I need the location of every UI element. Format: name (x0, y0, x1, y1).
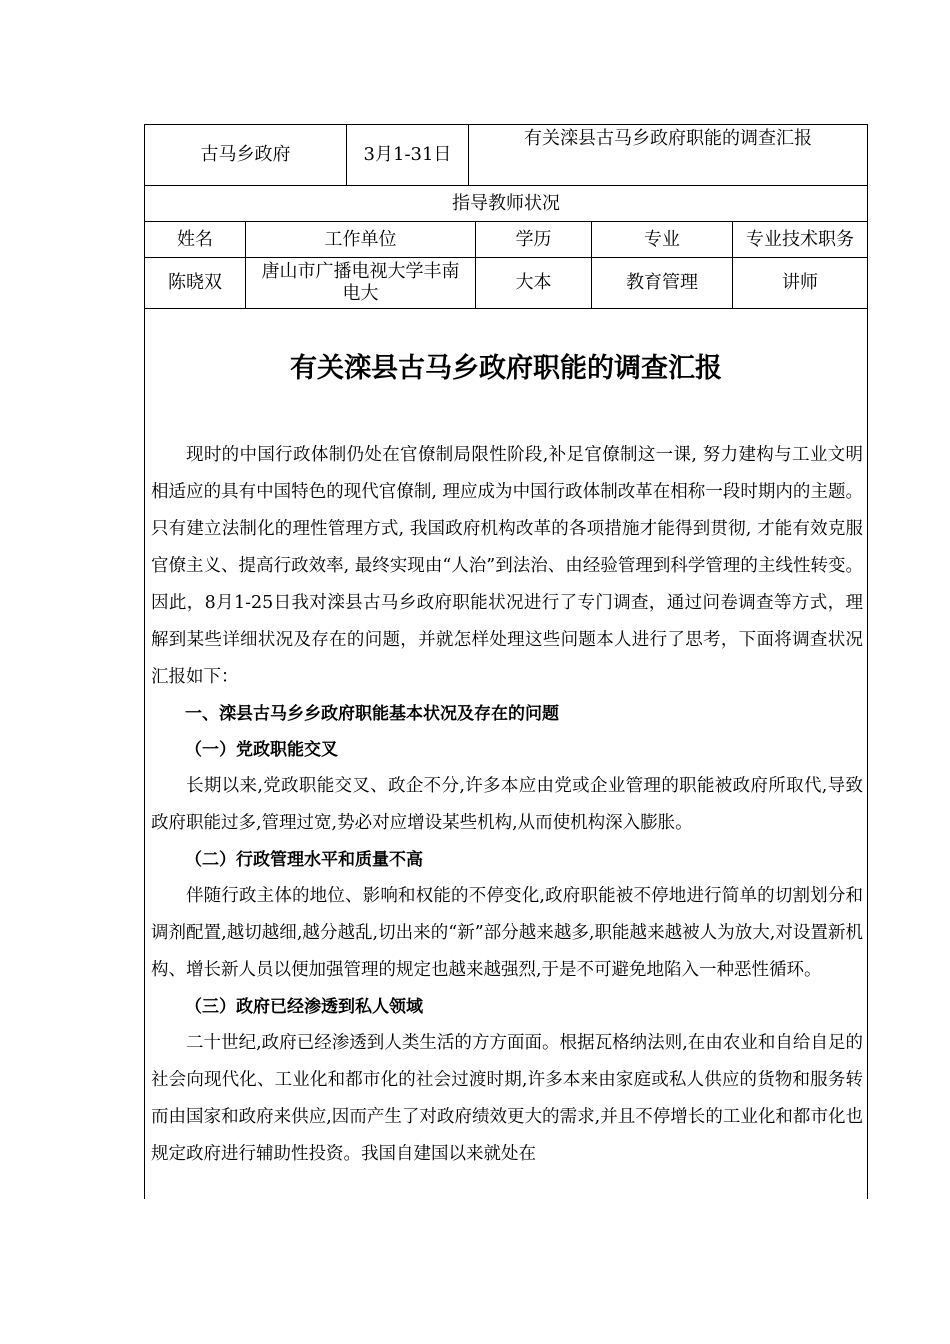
subsection-paragraph-3: 二十世纪,政府已经渗透到人类生活的方方面面。根据瓦格纳法则,在由农业和自给自足的社会向现代化、工业化和都市化的社会过渡时期,许多本来由家庭或私人供应的货物和服务转而由国家和政府来供应,因而产生了对政府绩效更大的需求,并且不停增长的工业化和都市化也规定政府进行辅助性投资。我国自建国以来就处在 (151, 1033, 863, 1164)
advisor-section-title: 指导教师状况 (452, 192, 560, 214)
column-header-title: 专业技术职务 (732, 222, 867, 257)
advisor-major: 教育管理 (591, 258, 732, 308)
header-row (145, 125, 867, 186)
advisor-header-row (145, 222, 867, 258)
report-form-table (144, 124, 868, 1199)
section-heading: 一、滦县古马乡乡政府职能基本状况及存在的问题 (185, 704, 559, 724)
report-body (151, 437, 863, 1173)
survey-topic-cell: 有关滦县古马乡政府职能的调查汇报 (468, 125, 867, 185)
subsection-paragraph-1: 长期以来,党政职能交叉、政企不分,许多本应由党或企业管理的职能被政府所取代,导致政府职能过多,管理过宽,势必对应增设某些机构,从而使机构深入膨胀。 (151, 776, 863, 833)
advisor-name: 陈晓双 (168, 272, 222, 293)
subsection-paragraph-2: 伴随行政主体的地位、影响和权能的不停变化,政府职能被不停地进行简单的切割划分和调剂配置,越切越细,越分越乱,切出来的“新”部分越来越多,职能越来越被人为放大,对设置新机构、增长新人员以便加强管理的规定也越来越强烈,于是不可避免地陷入一种恶性循环。 (151, 886, 863, 980)
advisor-section-row (145, 186, 867, 222)
column-header-unit: 工作单位 (245, 222, 475, 257)
subsection-heading-3: （三）政府已经渗透到私人领域 (185, 997, 423, 1017)
report-title: 有关滦县古马乡政府职能的调查汇报 (290, 353, 722, 384)
subsection-heading-1: （一）党政职能交叉 (185, 740, 338, 760)
survey-dates-cell: 3月1-31日 (346, 125, 468, 185)
advisor-title: 讲师 (732, 258, 867, 308)
advisor-education: 大本 (475, 258, 591, 308)
intro-paragraph: 现时的中国行政体制仍处在官僚制局限性阶段,补足官僚制这一课, 努力建构与工业文明相适应的具有中国特色的现代官僚制, 理应成为中国行政体制改革在相称一段时期内的主题。只有建立法制化的理性管理方式, 我国政府机构改革的各项措施才能得到贯彻, 才能有效克服官僚主义、提高行政效率, 最终实现由“人治”到法治、由经验管理到科学管理的主线性转变。因此，8月1-25日我对滦县古马乡政府职能状况进行了专门调查，通过问卷调查等方式，理解到某些详细状况及存在的问题，并就怎样处理这些问题本人进行了思考，下面将调查状况汇报如下： (151, 445, 863, 687)
column-header-major: 专业 (591, 222, 732, 257)
column-header-education: 学历 (475, 222, 591, 257)
advisor-data-row (145, 258, 867, 309)
column-header-name: 姓名 (177, 228, 213, 250)
advisor-unit: 唐山市广播电视大学丰南电大 (245, 258, 475, 308)
subsection-heading-2: （二）行政管理水平和质量不高 (185, 850, 423, 870)
survey-place-cell: 古马乡政府 (200, 144, 291, 165)
